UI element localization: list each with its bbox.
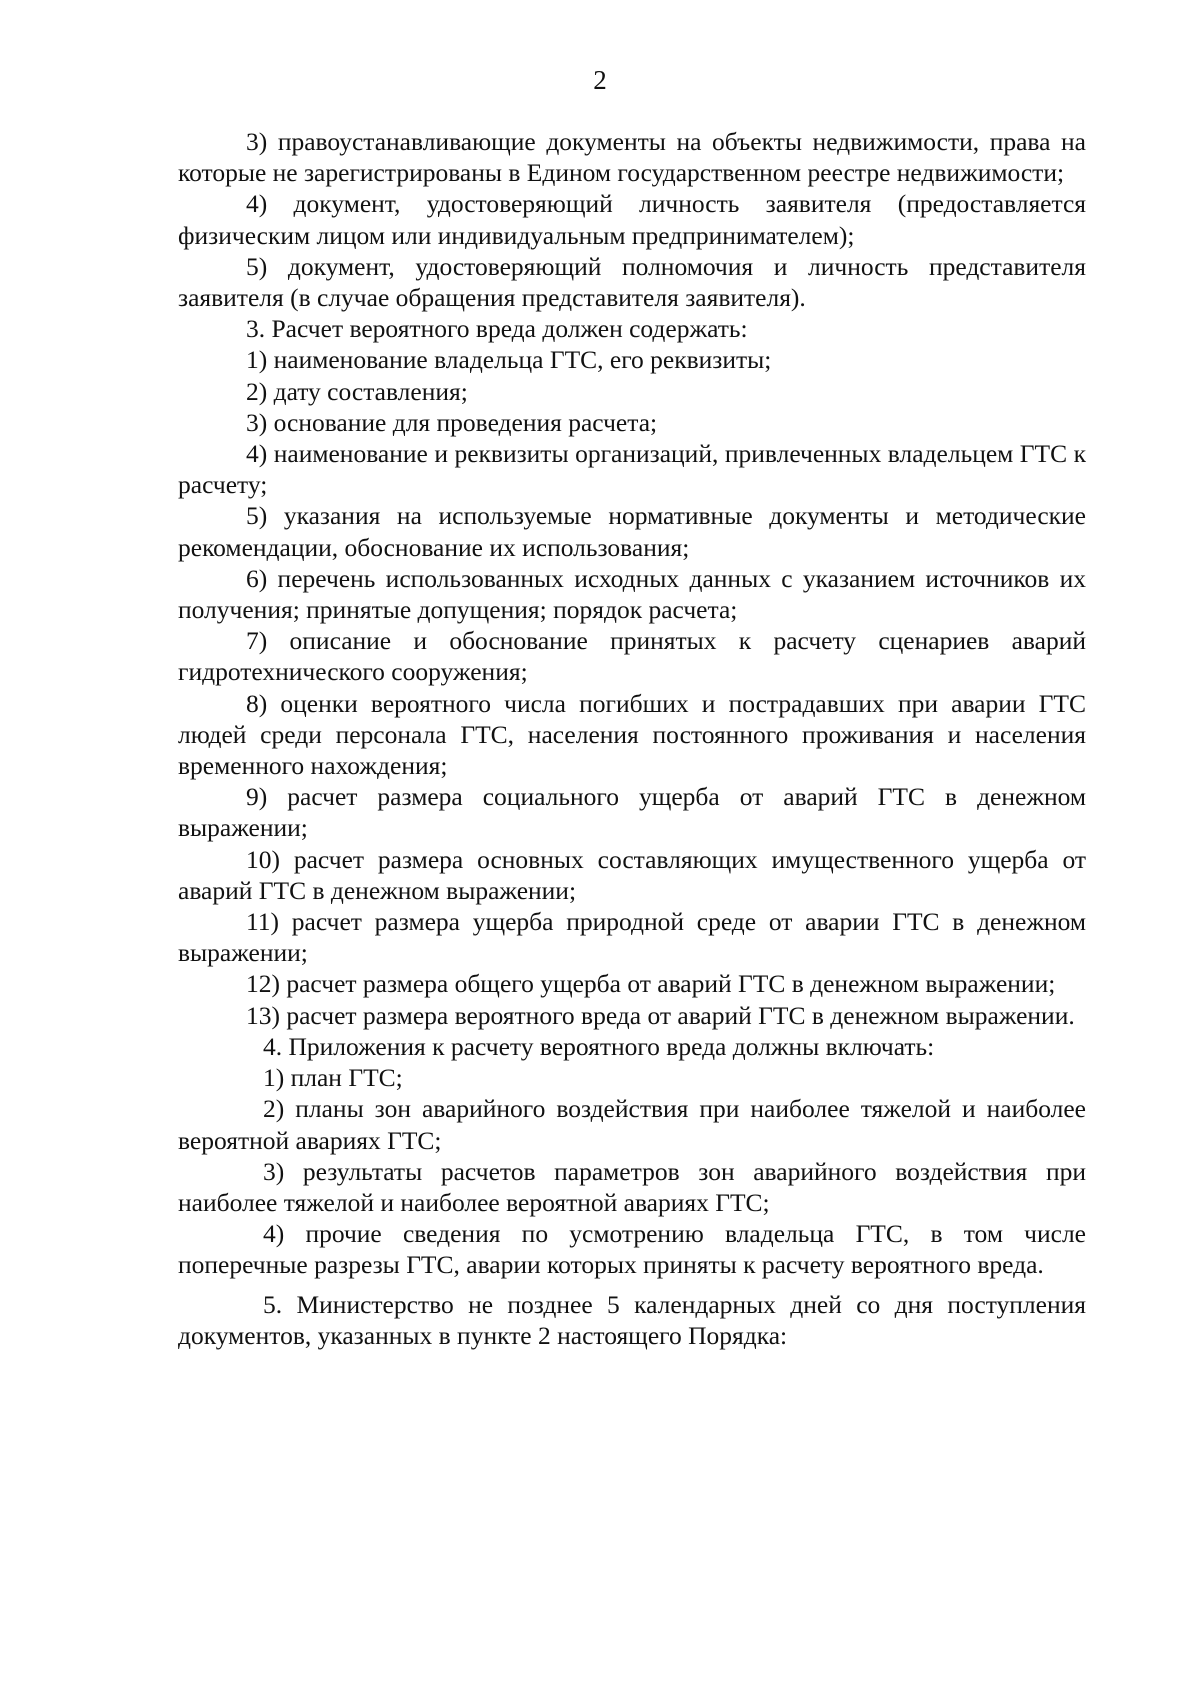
paragraph-section-5-heading: 5. Министерство не позднее 5 календарных дней со дня поступления документов, указанных в пункте 2 настоящего Порядка: bbox=[178, 1289, 1086, 1350]
paragraph-appendix-2-zone-plans: 2) планы зон аварийного воздействия при наиболее тяжелой и наиболее вероятной авариях ГТС; bbox=[178, 1094, 1086, 1155]
page-number: 2 bbox=[593, 65, 607, 95]
paragraph-section-4-heading: 4. Приложения к расчету вероятного вреда должны включать: bbox=[263, 1031, 935, 1061]
paragraph-item-13-probable-harm: 13) расчет размера вероятного вреда от аварий ГТС в денежном выражении. bbox=[246, 1000, 1075, 1030]
paragraph-appendix-3-zone-calculations: 3) результаты расчетов параметров зон аварийного воздействия при наиболее тяжелой и наиболее вероятной авариях ГТС; bbox=[178, 1156, 1086, 1217]
paragraph-item-4-organizations: 4) наименование и реквизиты организаций, привлеченных владельцем ГТС к расчету; bbox=[178, 439, 1086, 500]
paragraph-item-3-title-documents: 3) правоустанавливающие документы на объекты недвижимости, права на которые не зарегистрированы в Едином государственном реестре недвижимости; bbox=[178, 127, 1086, 188]
paragraph-item-9-social-damage: 9) расчет размера социального ущерба от аварий ГТС в денежном выражении; bbox=[178, 782, 1086, 843]
paragraph-item-11-environment-damage: 11) расчет размера ущерба природной среде от аварии ГТС в денежном выражении; bbox=[178, 907, 1086, 968]
paragraph-appendix-4-other-info: 4) прочие сведения по усмотрению владельца ГТС, в том числе поперечные разрезы ГТС, аварии которых приняты к расчету вероятного вреда. bbox=[178, 1219, 1086, 1280]
paragraph-item-5-representative-document: 5) документ, удостоверяющий полномочия и личность представителя заявителя (в случае обращения представителя заявителя). bbox=[178, 251, 1086, 313]
paragraph-section-3-heading: 3. Расчет вероятного вреда должен содержать: bbox=[246, 314, 748, 344]
paragraph-item-10-property-damage: 10) расчет размера основных составляющих имущественного ущерба от аварий ГТС в денежном выражении; bbox=[178, 844, 1086, 905]
paragraph-item-5-normative-documents: 5) указания на используемые нормативные документы и методические рекомендации, обоснование их использования; bbox=[178, 501, 1086, 562]
document-body bbox=[178, 126, 1086, 1351]
paragraph-item-7-scenarios: 7) описание и обоснование принятых к расчету сценариев аварий гидротехнического сооружения; bbox=[178, 626, 1086, 687]
paragraph-item-8-casualties: 8) оценки вероятного числа погибших и пострадавших при аварии ГТС людей среди персонала ГТС, населения постоянного проживания и населения временного нахождения; bbox=[178, 688, 1086, 781]
paragraph-item-3-basis: 3) основание для проведения расчета; bbox=[246, 407, 658, 437]
paragraph-item-1-owner-name: 1) наименование владельца ГТС, его реквизиты; bbox=[246, 345, 772, 375]
paragraph-item-4-identity-document: 4) документ, удостоверяющий личность заявителя (предоставляется физическим лицом или индивидуальным предпринимателем); bbox=[178, 189, 1086, 250]
paragraph-appendix-1-plan: 1) план ГТС; bbox=[263, 1063, 403, 1093]
paragraph-item-6-source-data: 6) перечень использованных исходных данных с указанием источников их получения; принятые допущения; порядок расчета; bbox=[178, 563, 1086, 625]
paragraph-item-2-date: 2) дату составления; bbox=[246, 376, 468, 406]
paragraph-item-12-total-damage: 12) расчет размера общего ущерба от аварий ГТС в денежном выражении; bbox=[246, 969, 1056, 999]
